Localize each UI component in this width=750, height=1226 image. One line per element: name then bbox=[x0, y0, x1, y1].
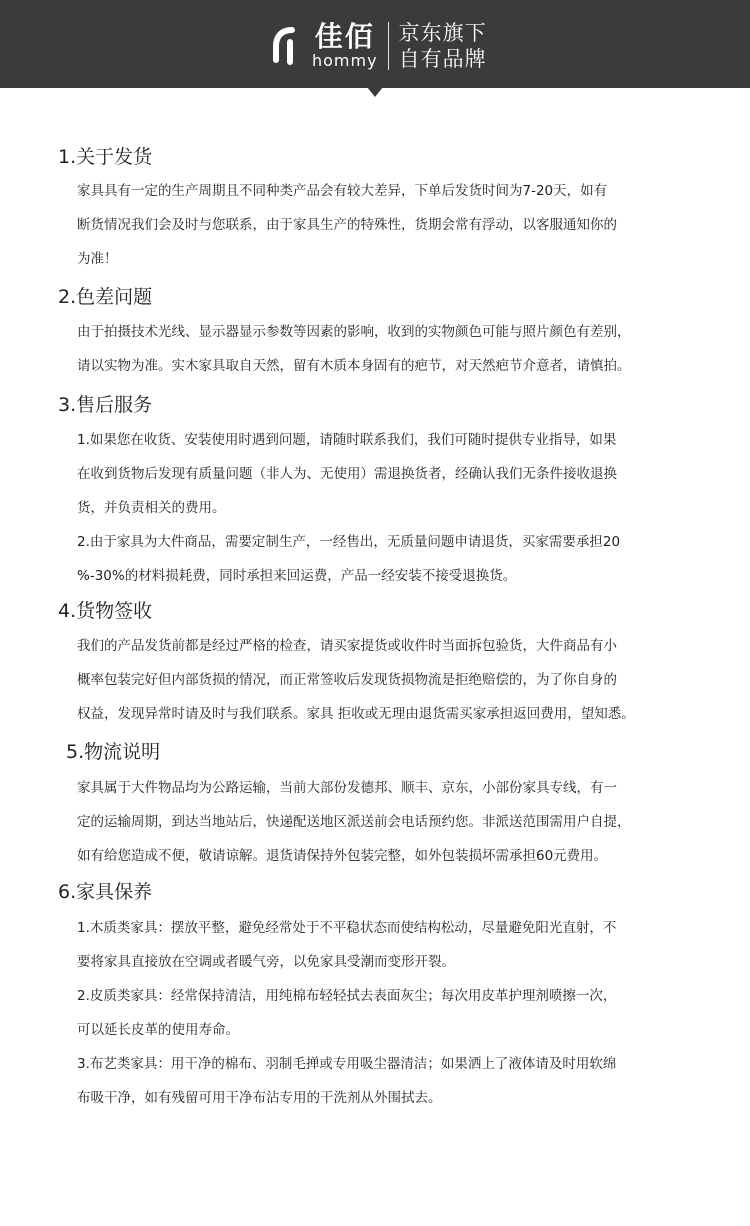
text-line: 断货情况我们会及时与您联系，由于家具生产的特殊性，货期会常有浮动，以客服通知你的 bbox=[77, 217, 617, 233]
text-line: 定的运输周期，到达当地站后，快递配送地区派送前会电话预约您。非派送范围需用户自提， bbox=[77, 814, 631, 830]
section-title-maintenance: 6.家具保养 bbox=[58, 881, 153, 903]
section-body-after-sales bbox=[77, 423, 687, 593]
section-title-logistics: 5.物流说明 bbox=[66, 741, 161, 763]
section-body-shipping bbox=[77, 174, 687, 276]
section-title-color-difference: 2.色差问题 bbox=[58, 286, 153, 308]
text-line: 货，并负责相关的费用。 bbox=[77, 500, 226, 516]
text-line: 如有给您造成不便，敬请谅解。退货请保持外包装完整，如外包装损坏需承担60元费用。 bbox=[77, 848, 608, 864]
text-line: 布吸干净，如有残留可用干净布沾专用的干洗剂从外围拭去。 bbox=[77, 1090, 442, 1106]
text-line: 1.如果您在收货、安装使用时遇到问题，请随时联系我们，我们可随时提供专业指导，如果 bbox=[77, 432, 617, 448]
section-title-goods-receipt: 4.货物签收 bbox=[58, 600, 153, 622]
logo-divider bbox=[388, 22, 389, 70]
tagline-line-1: 京东旗下 bbox=[398, 21, 487, 45]
header-notch bbox=[367, 87, 383, 97]
section-body-logistics bbox=[77, 771, 687, 873]
brand-name-cn: 佳佰 bbox=[314, 20, 375, 53]
text-line: 在收到货物后发现有质量问题（非人为、无使用）需退换货者，经确认我们无条件接收退换 bbox=[77, 466, 617, 482]
text-line: 1.木质类家具：摆放平整，避免经常处于不平稳状态而使结构松动，尽量避免阳光直射，不 bbox=[77, 920, 617, 936]
text-line: 要将家具直接放在空调或者暖气旁，以免家具受潮而变形开裂。 bbox=[77, 954, 455, 970]
text-line: 请以实物为准。实木家具取自天然，留有木质本身固有的疤节，对天然疤节介意者，请慎拍。 bbox=[77, 358, 631, 374]
section-title-shipping: 1.关于发货 bbox=[58, 146, 153, 168]
text-line: 可以延长皮革的使用寿命。 bbox=[77, 1022, 239, 1038]
text-line: 家具属于大件物品均为公路运输，当前大部份发德邦、顺丰、京东，小部份家具专线，有一 bbox=[77, 780, 617, 796]
text-line: 为准！ bbox=[77, 251, 118, 267]
brand-wordmark bbox=[312, 22, 378, 70]
section-body-color-difference bbox=[77, 315, 687, 383]
brand-name-en: hommy bbox=[312, 51, 378, 70]
text-line: 概率包装完好但内部货损的情况，而正常签收后发现货损物流是拒绝赔偿的，为了你自身的 bbox=[77, 672, 617, 688]
text-line: 权益，发现异常时请及时与我们联系。家具 拒收或无理由退货需买家承担返回费用，望知悉。 bbox=[77, 706, 635, 722]
text-line: 我们的产品发货前都是经过严格的检查，请买家提货或收件时当面拆包验货，大件商品有小 bbox=[77, 638, 617, 654]
brand-logo bbox=[270, 18, 487, 74]
text-line: %-30%的材料损耗费，同时承担来回运费，产品一经安装不接受退换货。 bbox=[77, 568, 517, 584]
section-title-after-sales: 3.售后服务 bbox=[58, 394, 153, 416]
text-line: 2.由于家具为大件商品，需要定制生产，一经售出，无质量问题申请退货，买家需要承担20 bbox=[77, 534, 621, 550]
hommy-logo-mark-icon bbox=[270, 26, 304, 66]
section-body-maintenance bbox=[77, 911, 687, 1115]
text-line: 3.布艺类家具：用干净的棉布、羽制毛掸或专用吸尘器清洁；如果洒上了液体请及时用软绵 bbox=[77, 1056, 617, 1072]
text-line: 由于拍摄技术光线、显示器显示参数等因素的影响，收到的实物颜色可能与照片颜色有差别， bbox=[77, 324, 631, 340]
brand-tagline bbox=[399, 20, 487, 72]
text-line: 家具具有一定的生产周期且不同种类产品会有较大差异，下单后发货时间为7-20天，如有 bbox=[77, 183, 608, 199]
text-line: 2.皮质类家具：经常保持清洁，用纯棉布轻轻拭去表面灰尘；每次用皮革护理剂喷擦一次， bbox=[77, 988, 617, 1004]
section-body-goods-receipt bbox=[77, 629, 687, 731]
tagline-line-2: 自有品牌 bbox=[398, 47, 487, 71]
brand-header bbox=[0, 0, 750, 88]
